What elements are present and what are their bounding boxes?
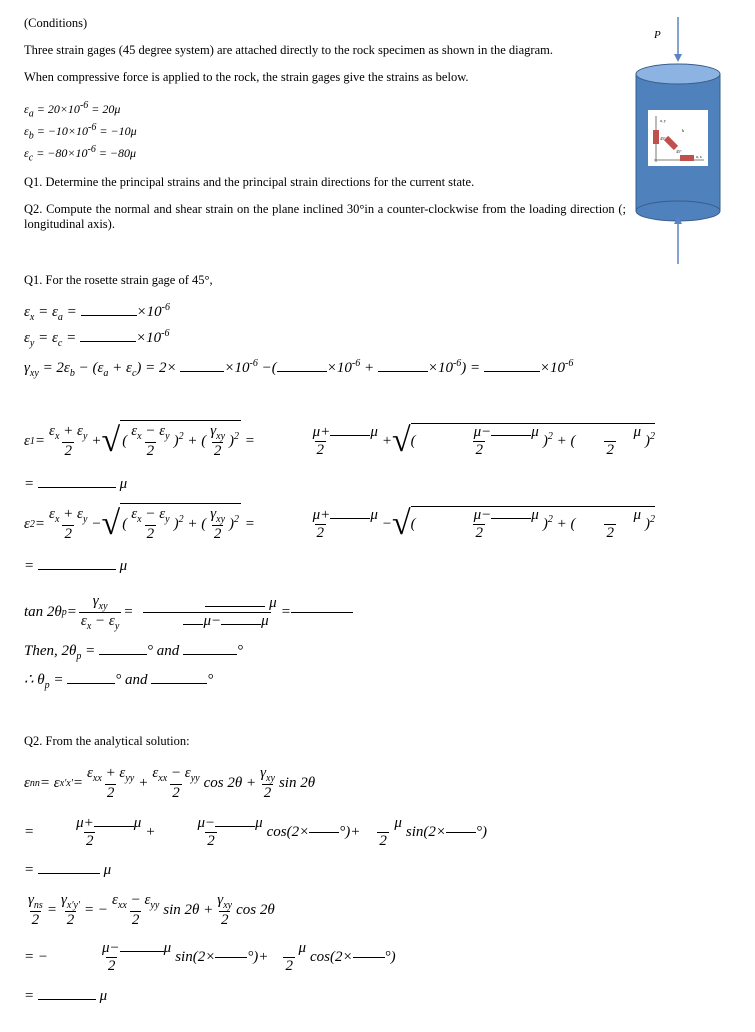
gage-a	[653, 130, 659, 144]
e2-equation: ε 2 = $\frac{\varepsilon_x + \varepsilon_y}{2}$ − √ ( $\frac{\varepsilon_x - \varepsilon_y}{2}$ )$^2$ + ( $\frac{\gamma_{xy}}{2}$ )$^2$ = $\frac{\mu+ \mu}{2}$ − √ ( $\frac{\mu- \mu}{2}$ )$^2$ + ( $\frac{\mu}{2}$ )$^2$	[24, 503, 655, 545]
ey-equation: $\varepsilon_y = \varepsilon_c = \times 10^{-6}$	[24, 328, 170, 349]
gns-substituted: = − $\frac{\mu- \mu}{2}$ sin(2× °)+ $\frac{\mu}{2}$ cos(2× °)	[24, 940, 396, 974]
question-2: Q2. Compute the normal and shear strain on the plane inclined 30°in a counter-clockwise from the loading direction (; longitudinal axis).	[24, 202, 626, 231]
question-1: Q1. Determine the principal strains and the principal strain directions for the current state.	[24, 175, 475, 189]
rock-specimen-diagram	[630, 12, 726, 272]
two-theta-result: Then, $2\theta_p$ = ° and °	[24, 643, 243, 662]
tan-equation: tan 2θ p = $\frac{\gamma_{xy}}{\varepsilon_x - \varepsilon_y}$ = $\frac{\mu}{\mu- \mu}$ =	[24, 593, 353, 632]
e1-equation: ε 1 = $\frac{\varepsilon_x + \varepsilon_y}{2}$ + √ ( $\frac{\varepsilon_x - \varepsilon_y}{2}$ )$^2$ + ( $\frac{\gamma_{xy}}{2}$ )$^2$ = $\frac{\mu+ \mu}{2}$ + √ ( $\frac{\mu- \mu}{2}$ )$^2$ + ( $\frac{\mu}{2}$ )$^2$	[24, 420, 655, 462]
strain-c: $\varepsilon_c = -80\times 10^{-6} = -80\mu$	[24, 144, 137, 164]
strain-b: $\varepsilon_b = -10\times 10^{-6} = -10\mu$	[24, 122, 137, 142]
gage-c	[680, 155, 694, 161]
load-label: P	[654, 29, 661, 41]
e2-result: = μ	[24, 558, 128, 574]
ex-equation: $\varepsilon_x = \varepsilon_a = \times 10^{-6}$	[24, 302, 171, 323]
cylinder-top	[636, 64, 720, 84]
theta-result: ∴ $\theta_p$ = ° and °	[24, 672, 214, 691]
enn-substituted: = $\frac{\mu+ \mu}{2}$ + $\frac{\mu- \mu}{2}$ cos(2× °)+ $\frac{\mu}{2}$ sin(2× °)	[24, 815, 488, 849]
conditions-heading: (Conditions)	[24, 16, 88, 30]
enn-equation: ε nn = ε x'x' = $\frac{\varepsilon_{xx} + \varepsilon_{yy}}{2}$ + $\frac{\varepsilon_{xx} - \varepsilon_{yy}}{2}$ cos 2θ + $\frac{\gamma_{xy}}{2}$ sin 2θ	[24, 765, 316, 801]
enn-result: = μ	[24, 862, 112, 878]
gns-equation: $\frac{\gamma_{ns}}{2}$ = $\frac{\gamma_{x'y'}}{2}$ = − $\frac{\varepsilon_{xx} - \varepsilon_{yy}}{2}$ sin 2θ + $\frac{\gamma_{xy}}{2}$ cos 2θ	[28, 892, 275, 928]
conditions-para1: Three strain gages (45 degree system) are attached directly to the rock specimen as shown in the diagram.	[24, 43, 553, 57]
strain-a: $\varepsilon_a = 20\times 10^{-6} = 20\mu$	[24, 100, 121, 120]
gxy-equation: $\gamma_{xy} = 2\varepsilon_b - (\varepsilon_a + \varepsilon_c) = 2\times \times 10^{-6}$ −( $\times 10^{-6} + \times 10^{-6}) = \times 10^{-6}$	[24, 358, 574, 379]
gns-result: = μ	[24, 988, 108, 1004]
conditions-para2: When compressive force is applied to the rock, the strain gages give the strains as below.	[24, 70, 469, 84]
q2-heading: Q2. From the analytical solution:	[24, 734, 190, 748]
svg-text:45°: 45°	[660, 136, 666, 141]
top-arrow-head	[674, 54, 682, 62]
svg-text:a, x: a, x	[696, 154, 702, 159]
svg-text:45°: 45°	[676, 149, 682, 154]
e1-result: = μ	[24, 476, 128, 492]
svg-text:b: b	[682, 128, 684, 133]
svg-text:a, y: a, y	[660, 118, 666, 123]
q1-heading: Q1. For the rosette strain gage of 45°,	[24, 273, 213, 287]
